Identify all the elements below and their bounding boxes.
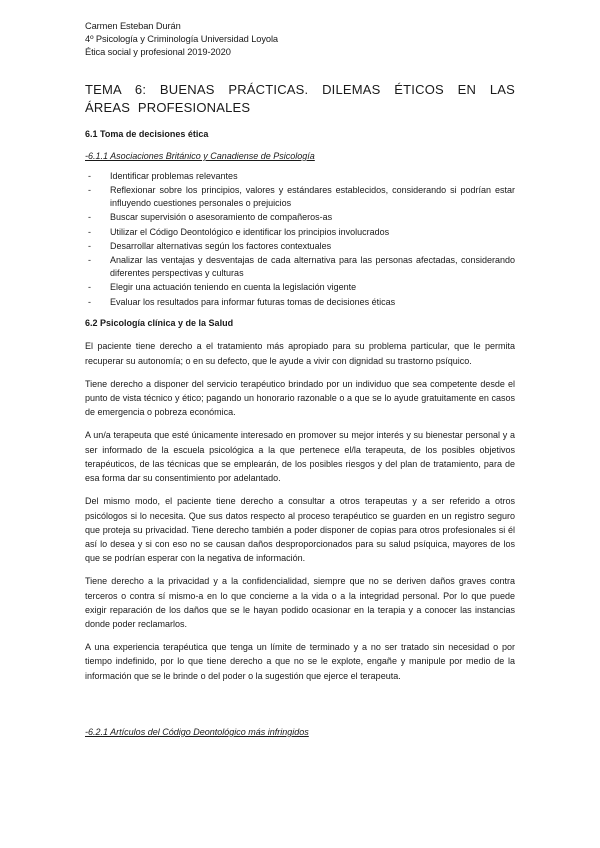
paragraph: Tiene derecho a disponer del servicio terapéutico brindado por un individuo que sea competente desde el punto de vista técnico y ético; pagando un honorario razonable o a que se lo ayude gratuitamente en casos de emergencia o pobreza económica.	[85, 378, 515, 418]
bullet-dash: -	[88, 171, 91, 181]
list-item-text: Utilizar el Código Deontológico e identificar los principios involucrados	[110, 226, 390, 237]
list-item-text: Analizar las ventajas y desventajas de cada alternativa para las personas afectadas, considerando diferentes perspectivas y culturas	[110, 255, 515, 279]
bullet-dash: -	[88, 282, 91, 293]
bullet-dash: -	[88, 240, 91, 251]
section-heading-6-1: 6.1 Toma de decisiones ética	[85, 129, 209, 139]
list-item	[85, 184, 515, 210]
list-item	[85, 170, 515, 183]
bullet-dash: -	[88, 296, 91, 307]
paragraph: El paciente tiene derecho a el tratamiento más apropiado para su problema particular, que le permita recuperar su autonomía; o en su defecto, que le ayude a vivir con dignidad su trastorno psíquico.	[85, 341, 515, 366]
list-item-text: Elegir una actuación teniendo en cuenta la legislación vigente	[110, 282, 357, 293]
paragraph: Tiene derecho a la privacidad y a la confidencialidad, siempre que no se deriven daños graves contra terceros o contra sí mismo-a en lo que concierne a la vida o a la integridad personal. Por lo que puede exigir reparación de los daños que se le hayan podido ocasionar en la terapia y a conocer las instancias donde poder reclamarlos.	[85, 576, 515, 629]
list-item	[85, 296, 515, 309]
subheading-6-1-1: -6.1.1 Asociaciones Británico y Canadiense de Psicología	[85, 151, 315, 161]
list-item-text: Desarrollar alternativas según los factores contextuales	[110, 240, 332, 251]
document-header	[85, 20, 515, 59]
list-item	[85, 211, 515, 224]
paragraph: A un/a terapeuta que esté únicamente interesado en promover su mejor interés y su bienestar personal y a ser informado de la escuela psicológica a la que pertenece el/la terapeuta, de los posibles objetivos terapéuticos, de las técnicas que se emplearán, de los posibles riesgos y del plan de tratamiento, para de esa forma dar su consentimiento por adelantado.	[85, 430, 515, 484]
list-item-text: Buscar supervisión o asesoramiento de compañeros-as	[110, 212, 333, 223]
list-item	[85, 240, 515, 253]
list-item	[85, 226, 515, 239]
bullet-dash: -	[88, 212, 91, 223]
list-item-text: Reflexionar sobre los principios, valores y estándares establecidos, considerando si podrían estar influyendo cuestiones personales o prejuicios	[110, 185, 515, 209]
list-item-text: Evaluar los resultados para informar futuras tomas de decisiones éticas	[110, 296, 396, 307]
subject-info: Ética social y profesional 2019-2020	[85, 47, 231, 57]
list-item	[85, 281, 515, 294]
subheading-6-2-1: -6.2.1 Artículos del Código Deontológico más infringidos	[85, 726, 309, 737]
course-info: 4º Psicología y Criminología Universidad Loyola	[85, 34, 278, 44]
paragraph: Del mismo modo, el paciente tiene derecho a consultar a otros terapeutas y a ser referido a otros psicólogos si lo necesita. Que sus datos respecto al proceso terapéutico se guarden en un registro seguro que proteja su privacidad. Tiene derecho también a poder disponer de copias para otros profesionales si él así lo desea y si con eso no se causan daños desproporcionados para su salud psíquica, mayores de los que se podrían esperar con la negativa de información.	[85, 496, 515, 564]
paragraph: A una experiencia terapéutica que tenga un límite de terminado y a no ser tratado sin necesidad o por tiempo indefinido, por lo que tiene derecho a que no se le explote, engañe y manipule por medio de la información que se le brinde o del poder o la sugestión que ejerce el terapeuta.	[85, 642, 515, 681]
decision-steps-list	[85, 170, 515, 308]
list-item-text: Identificar problemas relevantes	[110, 171, 238, 181]
author-name: Carmen Esteban Durán	[85, 21, 181, 31]
bullet-dash: -	[88, 226, 91, 237]
section-heading-6-2: 6.2 Psicología clínica y de la Salud	[85, 318, 234, 329]
document-page	[85, 20, 515, 739]
bullet-dash: -	[88, 255, 91, 266]
document-title: TEMA 6: BUENAS PRÁCTICAS. DILEMAS ÉTICOS EN LAS ÁREAS PROFESIONALES	[85, 82, 515, 115]
bullet-dash: -	[88, 185, 91, 196]
list-item	[85, 254, 515, 280]
